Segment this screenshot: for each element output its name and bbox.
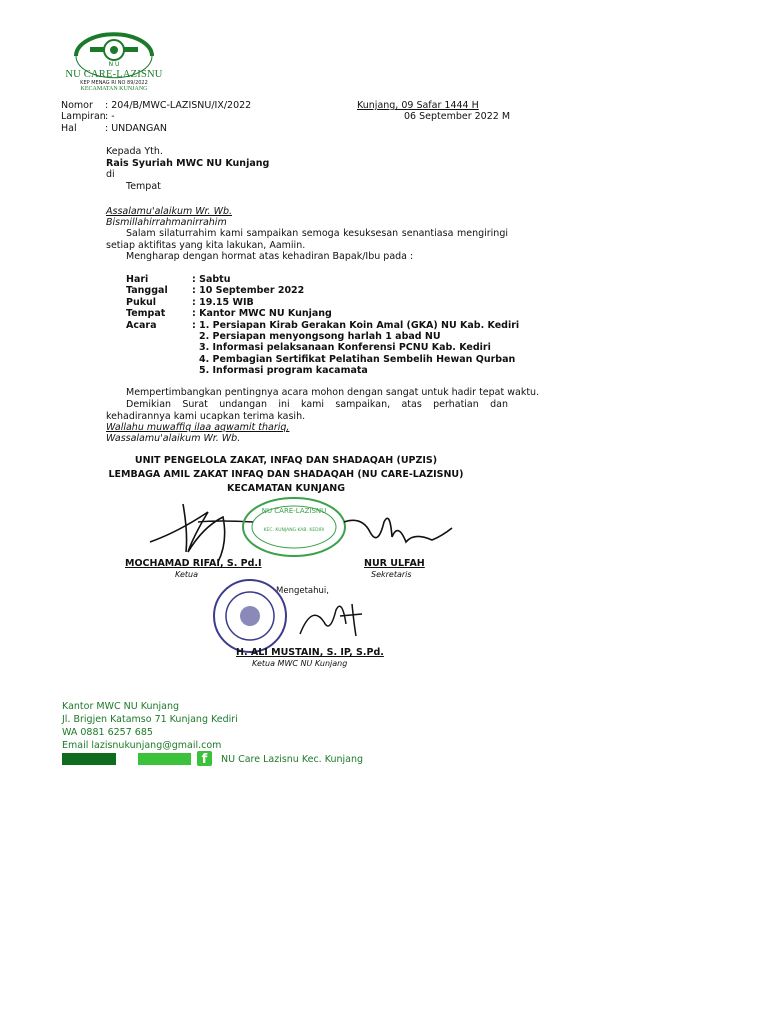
mwc-stamp-icon xyxy=(210,576,290,656)
date-masehi: 06 September 2022 M xyxy=(404,111,511,122)
logo-district: KECAMATAN KUNJANG xyxy=(80,86,148,92)
footer-address: Jl. Brigjen Katamso 71 Kunjang Kediri xyxy=(62,714,238,725)
kepada: Kepada Yth. xyxy=(106,146,163,157)
footer-facebook: NU Care Lazisnu Kec. Kunjang xyxy=(221,754,364,765)
facebook-icon: f xyxy=(197,751,212,766)
upzis-stamp-icon xyxy=(240,495,348,559)
lampiran-value: : - xyxy=(105,111,115,122)
hal-value: : UNDANGAN xyxy=(105,123,168,134)
recipient-di: di xyxy=(106,169,115,180)
mwc-name: H. ALI MUSTAIN, S. IP, S.Pd. xyxy=(236,647,384,658)
date-hijri: Kunjang, 09 Safar 1444 H xyxy=(357,100,479,111)
ketua-name: MOCHAMAD RIFAI, S. Pd.I xyxy=(125,558,262,569)
acara-item: 3. Informasi pelaksanaan Konferensi PCNU Kab. Kediri xyxy=(199,342,491,353)
footer-bar-light xyxy=(138,753,191,765)
footer-email: Email lazisnukunjang@gmail.com xyxy=(62,740,222,751)
org-line-3: KECAMATAN KUNJANG xyxy=(226,483,346,494)
hal-label: Hal xyxy=(61,123,77,134)
closing-p2: Demikian Surat undangan ini kami sampaikan, atas perhatian dan kehadirannya kami ucapkan terima kasih. xyxy=(106,399,508,422)
pukul-label: Pukul xyxy=(126,297,157,308)
stamp-sub: KEC. KUNJANG KAB. KEDIRI xyxy=(263,528,325,533)
acara-item: 2. Persiapan menyongsong harlah 1 abad NU xyxy=(199,331,441,342)
nomor-label: Nomor xyxy=(61,100,93,111)
mengetahui: Mengetahui, xyxy=(276,586,329,596)
hari-label: Hari xyxy=(126,274,149,285)
mwc-title: Ketua MWC NU Kunjang xyxy=(252,659,348,668)
footer-office: Kantor MWC NU Kunjang xyxy=(62,701,180,712)
request-line: Mengharap dengan hormat atas kehadiran Bapak/Ibu pada : xyxy=(126,251,414,262)
tanggal-label: Tanggal xyxy=(126,285,168,296)
footer-phone: WA 0881 6257 685 xyxy=(62,727,153,738)
wallahu: Wallahu muwaffiq ilaa aqwamit thariq, xyxy=(106,422,290,433)
tempat-value: : Kantor MWC NU Kunjang xyxy=(192,308,332,319)
tempat-label: Tempat xyxy=(126,308,166,319)
svg-text:N U: N U xyxy=(108,61,120,68)
nomor-value: : 204/B/MWC-LAZISNU/IX/2022 xyxy=(105,100,252,111)
acara-item: 5. Informasi program kacamata xyxy=(199,365,368,376)
salam: Assalamu'alaikum Wr. Wb. xyxy=(106,206,233,217)
logo-decree: KEP MENAG RI NO 89/2022 xyxy=(80,80,148,86)
sekretaris-name: NUR ULFAH xyxy=(364,558,425,569)
opening-paragraph: Salam silaturrahim kami sampaikan semoga kesuksesan senantiasa mengiringi setiap aktifitas yang kita lakukan, Aamiin. xyxy=(106,228,508,251)
lampiran-label: Lampiran xyxy=(61,111,106,122)
wassalam: Wassalamu'alaikum Wr. Wb. xyxy=(106,433,241,444)
tanggal-value: : 10 September 2022 xyxy=(192,285,305,296)
org-line-2: LEMBAGA AMIL ZAKAT INFAQ DAN SHADAQAH (NU CARE-LAZISNU) xyxy=(108,469,464,480)
mwc-signature-icon xyxy=(296,594,364,642)
sekretaris-title: Sekretaris xyxy=(371,570,412,579)
ketua-title: Ketua xyxy=(175,570,198,579)
recipient-tempat: Tempat xyxy=(126,181,161,192)
sekretaris-signature-icon xyxy=(342,502,454,554)
acara-label: Acara xyxy=(126,320,157,331)
logo-org-name: NU CARE-LAZISNU xyxy=(65,69,163,80)
recipient-name: Rais Syuriah MWC NU Kunjang xyxy=(106,158,270,169)
stamp-text: NU CARE-LAZISNU xyxy=(261,507,327,515)
acara-item: 4. Pembagian Sertifikat Pelatihan Sembelih Hewan Qurban xyxy=(199,354,516,365)
basmalah: Bismillahirrahmanirrahim xyxy=(106,217,227,228)
hari-value: : Sabtu xyxy=(192,274,231,285)
footer-bar-dark xyxy=(62,753,116,765)
closing-p1: Mempertimbangkan pentingnya acara mohon dengan sangat untuk hadir tepat waktu. xyxy=(126,387,540,398)
acara-item: : 1. Persiapan Kirab Gerakan Koin Amal (GKA) NU Kab. Kediri xyxy=(192,320,520,331)
org-line-1: UNIT PENGELOLA ZAKAT, INFAQ DAN SHADAQAH (UPZIS) xyxy=(134,455,438,466)
pukul-value: : 19.15 WIB xyxy=(192,297,254,308)
